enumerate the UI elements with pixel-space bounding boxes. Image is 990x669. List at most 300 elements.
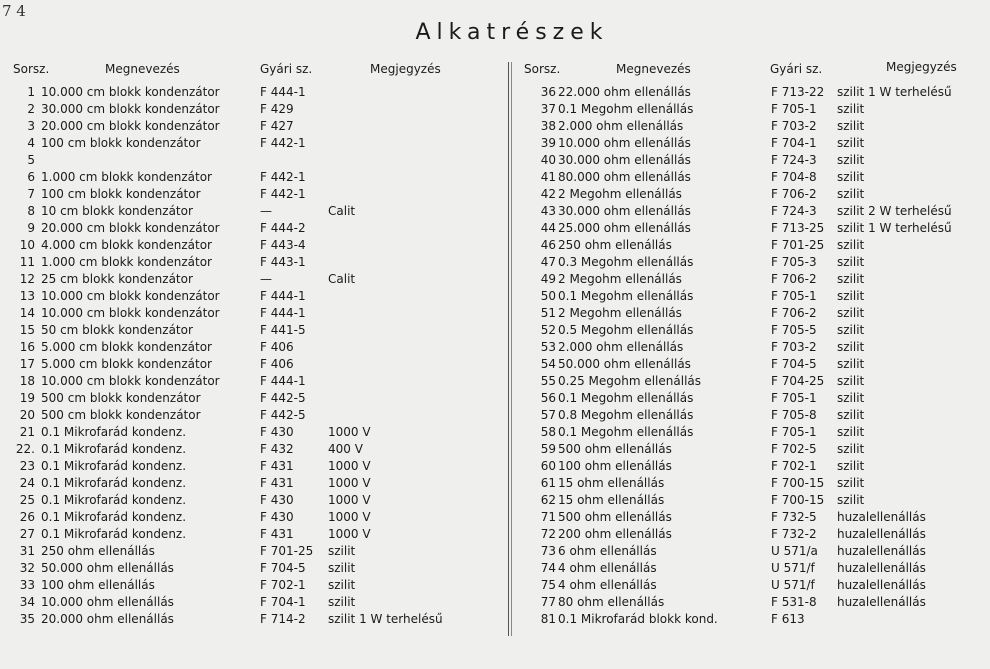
row-number: 37 [540, 102, 556, 116]
row-description: 50 cm blokk kondenzátor [41, 323, 193, 337]
row-number: 27 [19, 527, 35, 541]
row-note: szilit [837, 391, 865, 405]
row-description: 0.1 Mikrofarád kondenz. [41, 425, 187, 439]
row-factory-number: F 442-5 [260, 391, 306, 405]
table-row [512, 390, 990, 407]
row-factory-number: F 700-15 [771, 493, 825, 507]
row-note: szilit [837, 289, 865, 303]
row-description: 5.000 cm blokk kondenzátor [41, 357, 212, 371]
row-number: 5 [27, 153, 35, 167]
row-number: 19 [19, 391, 35, 405]
row-factory-number: F 441-5 [260, 323, 306, 337]
table-row [0, 169, 505, 186]
table-row [512, 509, 990, 526]
page-title: Alkatrészek [415, 20, 609, 45]
row-factory-number: F 703-2 [771, 119, 817, 133]
row-factory-number: F 444-1 [260, 306, 306, 320]
row-factory-number: F 706-2 [771, 272, 817, 286]
row-description: 20.000 ohm ellenállás [41, 612, 174, 626]
table-row [0, 509, 505, 526]
row-number: 32 [19, 561, 35, 575]
row-note: huzalellenállás [837, 561, 926, 575]
row-description: 2.000 ohm ellenállás [558, 119, 684, 133]
row-factory-number: F 705-5 [771, 323, 817, 337]
row-factory-number: F 432 [260, 442, 294, 456]
row-note: 1000 V [328, 527, 371, 541]
row-number: 24 [19, 476, 35, 490]
row-number: 1 [27, 85, 35, 99]
row-description: 250 ohm ellenállás [558, 238, 672, 252]
table-header [512, 60, 990, 84]
row-note: szilit [837, 374, 865, 388]
row-description: 100 cm blokk kondenzátor [41, 187, 201, 201]
row-description: 2 Megohm ellenállás [558, 306, 682, 320]
row-note: huzalellenállás [837, 595, 926, 609]
row-note: szilit [837, 476, 865, 490]
table-body [512, 84, 990, 628]
row-factory-number: F 444-2 [260, 221, 306, 235]
row-factory-number: F 701-25 [771, 238, 825, 252]
table-row [512, 373, 990, 390]
row-factory-number: F 704-5 [771, 357, 817, 371]
row-factory-number: F 427 [260, 119, 294, 133]
row-factory-number: F 704-8 [771, 170, 817, 184]
row-description: 20.000 cm blokk kondenzátor [41, 221, 220, 235]
table-row [0, 356, 505, 373]
row-factory-number: F 705-8 [771, 408, 817, 422]
row-number: 50 [540, 289, 556, 303]
row-description: 2.000 ohm ellenállás [558, 340, 684, 354]
row-note: szilit [837, 323, 865, 337]
header-megnevezes: Megnevezés [105, 62, 180, 76]
table-row [512, 288, 990, 305]
row-description: 0.1 Megohm ellenállás [558, 102, 694, 116]
row-description: 0.8 Megohm ellenállás [558, 408, 694, 422]
row-description: 15 ohm ellenállás [558, 476, 665, 490]
row-factory-number: F 444-1 [260, 374, 306, 388]
table-row [0, 186, 505, 203]
table-row [512, 135, 990, 152]
row-description: 100 cm blokk kondenzátor [41, 136, 201, 150]
row-number: 43 [540, 204, 556, 218]
row-factory-number: F 703-2 [771, 340, 817, 354]
row-number: 22. [15, 442, 35, 456]
row-description: 0.1 Megohm ellenállás [558, 425, 694, 439]
row-factory-number: F 705-1 [771, 102, 817, 116]
row-note: Calit [328, 272, 356, 286]
table-row [0, 84, 505, 101]
row-factory-number: F 406 [260, 357, 294, 371]
row-description: 0.1 Mikrofarád blokk kond. [558, 612, 718, 626]
row-note: szilit [328, 595, 356, 609]
row-factory-number: F 431 [260, 459, 294, 473]
row-factory-number: F 444-1 [260, 85, 306, 99]
row-number: 8 [27, 204, 35, 218]
table-row [0, 424, 505, 441]
row-number: 54 [540, 357, 556, 371]
row-factory-number: F 613 [771, 612, 805, 626]
parts-table-right [512, 60, 990, 628]
table-row [512, 339, 990, 356]
row-number: 44 [540, 221, 556, 235]
row-number: 15 [19, 323, 35, 337]
row-factory-number: F 443-4 [260, 238, 306, 252]
table-row [512, 458, 990, 475]
row-factory-number: F 704-5 [260, 561, 306, 575]
row-description: 10.000 ohm ellenállás [558, 136, 691, 150]
row-number: 17 [19, 357, 35, 371]
table-row [512, 594, 990, 611]
row-factory-number: F 442-1 [260, 170, 306, 184]
row-description: 10.000 cm blokk kondenzátor [41, 374, 220, 388]
row-number: 53 [540, 340, 556, 354]
row-note: szilit [837, 493, 865, 507]
row-note: szilit [837, 459, 865, 473]
row-description: 200 ohm ellenállás [558, 527, 672, 541]
row-description: 0.1 Mikrofarád kondenz. [41, 527, 187, 541]
table-row [512, 526, 990, 543]
row-description: 4.000 cm blokk kondenzátor [41, 238, 212, 252]
row-number: 20 [19, 408, 35, 422]
row-note: szilit [837, 425, 865, 439]
table-row [0, 305, 505, 322]
row-number: 57 [540, 408, 556, 422]
row-note: szilit [328, 544, 356, 558]
table-row [512, 305, 990, 322]
table-row [0, 322, 505, 339]
row-note: szilit [837, 442, 865, 456]
row-number: 81 [540, 612, 556, 626]
column-divider [508, 62, 509, 636]
row-note: 1000 V [328, 425, 371, 439]
table-row [512, 220, 990, 237]
row-number: 49 [540, 272, 556, 286]
row-description: 80.000 ohm ellenállás [558, 170, 691, 184]
table-row [0, 203, 505, 220]
row-factory-number: F 724-3 [771, 204, 817, 218]
table-row [512, 611, 990, 628]
header-megnevezes: Megnevezés [616, 62, 691, 76]
row-description: 20.000 cm blokk kondenzátor [41, 119, 220, 133]
row-factory-number: F 704-1 [771, 136, 817, 150]
table-row [0, 594, 505, 611]
row-note: szilit [837, 340, 865, 354]
row-note: szilit [837, 255, 865, 269]
row-note: 1000 V [328, 510, 371, 524]
page-number: 7 4 [2, 2, 26, 20]
header-megjegyzes: Megjegyzés [886, 60, 957, 74]
row-number: 12 [19, 272, 35, 286]
row-description: 25.000 ohm ellenállás [558, 221, 691, 235]
header-sorsz: Sorsz. [524, 62, 561, 76]
row-description: 2 Megohm ellenállás [558, 272, 682, 286]
table-row [512, 322, 990, 339]
table-row [512, 152, 990, 169]
table-body [0, 84, 505, 628]
table-row [512, 492, 990, 509]
row-number: 59 [540, 442, 556, 456]
row-factory-number: F 442-1 [260, 187, 306, 201]
row-factory-number: F 531-8 [771, 595, 817, 609]
row-description: 4 ohm ellenállás [558, 561, 657, 575]
table-row [0, 441, 505, 458]
table-row [512, 237, 990, 254]
row-factory-number: F 705-1 [771, 391, 817, 405]
table-row [512, 577, 990, 594]
parts-table-left [0, 60, 505, 628]
header-gyari: Gyári sz. [260, 62, 313, 76]
row-note: szilit [837, 357, 865, 371]
table-row [0, 271, 505, 288]
row-number: 6 [27, 170, 35, 184]
row-factory-number: F 706-2 [771, 306, 817, 320]
row-description: 15 ohm ellenállás [558, 493, 665, 507]
row-note: 1000 V [328, 493, 371, 507]
row-factory-number: F 442-1 [260, 136, 306, 150]
row-number: 39 [540, 136, 556, 150]
row-number: 31 [19, 544, 35, 558]
row-number: 23 [19, 459, 35, 473]
table-row [0, 288, 505, 305]
row-note: huzalellenállás [837, 527, 926, 541]
row-description: 500 ohm ellenállás [558, 442, 672, 456]
table-row [512, 203, 990, 220]
row-note: 1000 V [328, 476, 371, 490]
row-factory-number: F 732-2 [771, 527, 817, 541]
row-number: 62 [540, 493, 556, 507]
row-note: huzalellenállás [837, 578, 926, 592]
row-number: 2 [27, 102, 35, 116]
row-number: 40 [540, 153, 556, 167]
row-number: 72 [540, 527, 556, 541]
row-factory-number: F 714-2 [260, 612, 306, 626]
row-factory-number: F 430 [260, 493, 294, 507]
table-row [0, 254, 505, 271]
row-note: szilit 1 W terhelésű [837, 85, 952, 99]
row-factory-number: F 702-1 [260, 578, 306, 592]
row-description: 80 ohm ellenállás [558, 595, 665, 609]
row-description: 4 ohm ellenállás [558, 578, 657, 592]
row-factory-number: U 571/f [771, 578, 815, 592]
row-description: 0.5 Megohm ellenállás [558, 323, 694, 337]
table-row [0, 611, 505, 628]
row-note: szilit [328, 578, 356, 592]
row-number: 21 [19, 425, 35, 439]
row-note: szilit [837, 272, 865, 286]
row-description: 30.000 ohm ellenállás [558, 204, 691, 218]
row-description: 10.000 ohm ellenállás [41, 595, 174, 609]
table-row [512, 84, 990, 101]
row-description: 100 ohm ellenállás [558, 459, 672, 473]
row-description: 2 Megohm ellenállás [558, 187, 682, 201]
row-description: 30.000 cm blokk kondenzátor [41, 102, 220, 116]
row-description: 22.000 ohm ellenállás [558, 85, 691, 99]
row-number: 26 [19, 510, 35, 524]
row-factory-number: F 706-2 [771, 187, 817, 201]
table-row [0, 492, 505, 509]
row-description: 25 cm blokk kondenzátor [41, 272, 193, 286]
table-row [512, 101, 990, 118]
row-note: szilit [837, 136, 865, 150]
row-description: 50.000 ohm ellenállás [558, 357, 691, 371]
row-description: 10.000 cm blokk kondenzátor [41, 289, 220, 303]
row-number: 56 [540, 391, 556, 405]
row-number: 75 [540, 578, 556, 592]
row-note: szilit 1 W terhelésű [328, 612, 443, 626]
row-note: Calit [328, 204, 356, 218]
row-number: 55 [540, 374, 556, 388]
row-description: 0.1 Mikrofarád kondenz. [41, 459, 187, 473]
row-factory-number: F 713-22 [771, 85, 825, 99]
row-factory-number: F 700-15 [771, 476, 825, 490]
table-row [0, 220, 505, 237]
row-number: 42 [540, 187, 556, 201]
row-number: 61 [540, 476, 556, 490]
table-row [0, 407, 505, 424]
row-note: 400 V [328, 442, 363, 456]
row-number: 36 [540, 85, 556, 99]
table-row [0, 526, 505, 543]
row-number: 58 [540, 425, 556, 439]
table-row [512, 441, 990, 458]
row-factory-number: F 704-25 [771, 374, 825, 388]
row-factory-number: F 724-3 [771, 153, 817, 167]
row-description: 6 ohm ellenállás [558, 544, 657, 558]
row-factory-number: F 443-1 [260, 255, 306, 269]
row-number: 73 [540, 544, 556, 558]
row-factory-number: F 704-1 [260, 595, 306, 609]
row-factory-number: F 705-1 [771, 425, 817, 439]
row-factory-number: F 429 [260, 102, 294, 116]
row-description: 0.3 Megohm ellenállás [558, 255, 694, 269]
row-description: 0.1 Mikrofarád kondenz. [41, 476, 187, 490]
row-factory-number: U 571/a [771, 544, 818, 558]
row-number: 41 [540, 170, 556, 184]
table-row [0, 101, 505, 118]
table-row [0, 458, 505, 475]
table-row [0, 118, 505, 135]
row-number: 18 [19, 374, 35, 388]
row-number: 10 [19, 238, 35, 252]
row-number: 77 [540, 595, 556, 609]
row-description: 10 cm blokk kondenzátor [41, 204, 193, 218]
row-note: szilit [837, 187, 865, 201]
row-number: 74 [540, 561, 556, 575]
row-number: 14 [19, 306, 35, 320]
table-row [0, 373, 505, 390]
row-note: huzalellenállás [837, 544, 926, 558]
row-factory-number: F 430 [260, 510, 294, 524]
row-number: 9 [27, 221, 35, 235]
row-factory-number: F 702-5 [771, 442, 817, 456]
header-sorsz: Sorsz. [13, 62, 50, 76]
row-factory-number: F 442-5 [260, 408, 306, 422]
table-row [512, 118, 990, 135]
table-header [0, 60, 505, 84]
row-number: 3 [27, 119, 35, 133]
row-factory-number: F 444-1 [260, 289, 306, 303]
row-number: 35 [19, 612, 35, 626]
table-row [0, 152, 505, 169]
table-row [0, 543, 505, 560]
row-description: 100 ohm ellenállás [41, 578, 155, 592]
row-note: huzalellenállás [837, 510, 926, 524]
row-number: 25 [19, 493, 35, 507]
row-note: szilit [837, 119, 865, 133]
table-row [0, 135, 505, 152]
table-row [0, 237, 505, 254]
row-note: szilit [837, 153, 865, 167]
row-description: 0.1 Mikrofarád kondenz. [41, 510, 187, 524]
row-factory-number: F 705-3 [771, 255, 817, 269]
table-row [512, 254, 990, 271]
row-number: 33 [19, 578, 35, 592]
row-note: szilit [837, 238, 865, 252]
row-factory-number: F 732-5 [771, 510, 817, 524]
row-description: 30.000 ohm ellenállás [558, 153, 691, 167]
row-description: 0.1 Mikrofarád kondenz. [41, 493, 187, 507]
row-factory-number: F 702-1 [771, 459, 817, 473]
table-row [512, 560, 990, 577]
table-row [512, 407, 990, 424]
row-description: 10.000 cm blokk kondenzátor [41, 85, 220, 99]
table-row [512, 169, 990, 186]
row-factory-number: F 713-25 [771, 221, 825, 235]
header-gyari: Gyári sz. [770, 62, 823, 76]
row-description: 1.000 cm blokk kondenzátor [41, 255, 212, 269]
row-description: 500 cm blokk kondenzátor [41, 408, 201, 422]
row-factory-number: — [260, 272, 272, 286]
table-row [0, 390, 505, 407]
row-description: 50.000 ohm ellenállás [41, 561, 174, 575]
row-description: 500 cm blokk kondenzátor [41, 391, 201, 405]
row-number: 60 [540, 459, 556, 473]
row-factory-number: F 406 [260, 340, 294, 354]
row-number: 51 [540, 306, 556, 320]
table-row [512, 424, 990, 441]
row-factory-number: F 431 [260, 527, 294, 541]
row-factory-number: — [260, 204, 272, 218]
row-note: szilit 2 W terhelésű [837, 204, 952, 218]
row-number: 13 [19, 289, 35, 303]
row-factory-number: U 571/f [771, 561, 815, 575]
row-note: szilit [837, 306, 865, 320]
row-note: szilit [837, 408, 865, 422]
row-number: 16 [19, 340, 35, 354]
row-note: szilit [837, 170, 865, 184]
table-row [512, 271, 990, 288]
header-megjegyzes: Megjegyzés [370, 62, 441, 76]
table-row [0, 475, 505, 492]
row-description: 500 ohm ellenállás [558, 510, 672, 524]
table-row [0, 577, 505, 594]
table-row [0, 560, 505, 577]
row-number: 71 [540, 510, 556, 524]
row-number: 46 [540, 238, 556, 252]
row-note: 1000 V [328, 459, 371, 473]
row-factory-number: F 705-1 [771, 289, 817, 303]
table-row [512, 186, 990, 203]
row-description: 10.000 cm blokk kondenzátor [41, 306, 220, 320]
table-row [512, 356, 990, 373]
row-number: 34 [19, 595, 35, 609]
row-number: 52 [540, 323, 556, 337]
row-factory-number: F 701-25 [260, 544, 314, 558]
row-number: 38 [540, 119, 556, 133]
table-row [512, 475, 990, 492]
table-row [512, 543, 990, 560]
row-description: 0.25 Megohm ellenállás [558, 374, 702, 388]
